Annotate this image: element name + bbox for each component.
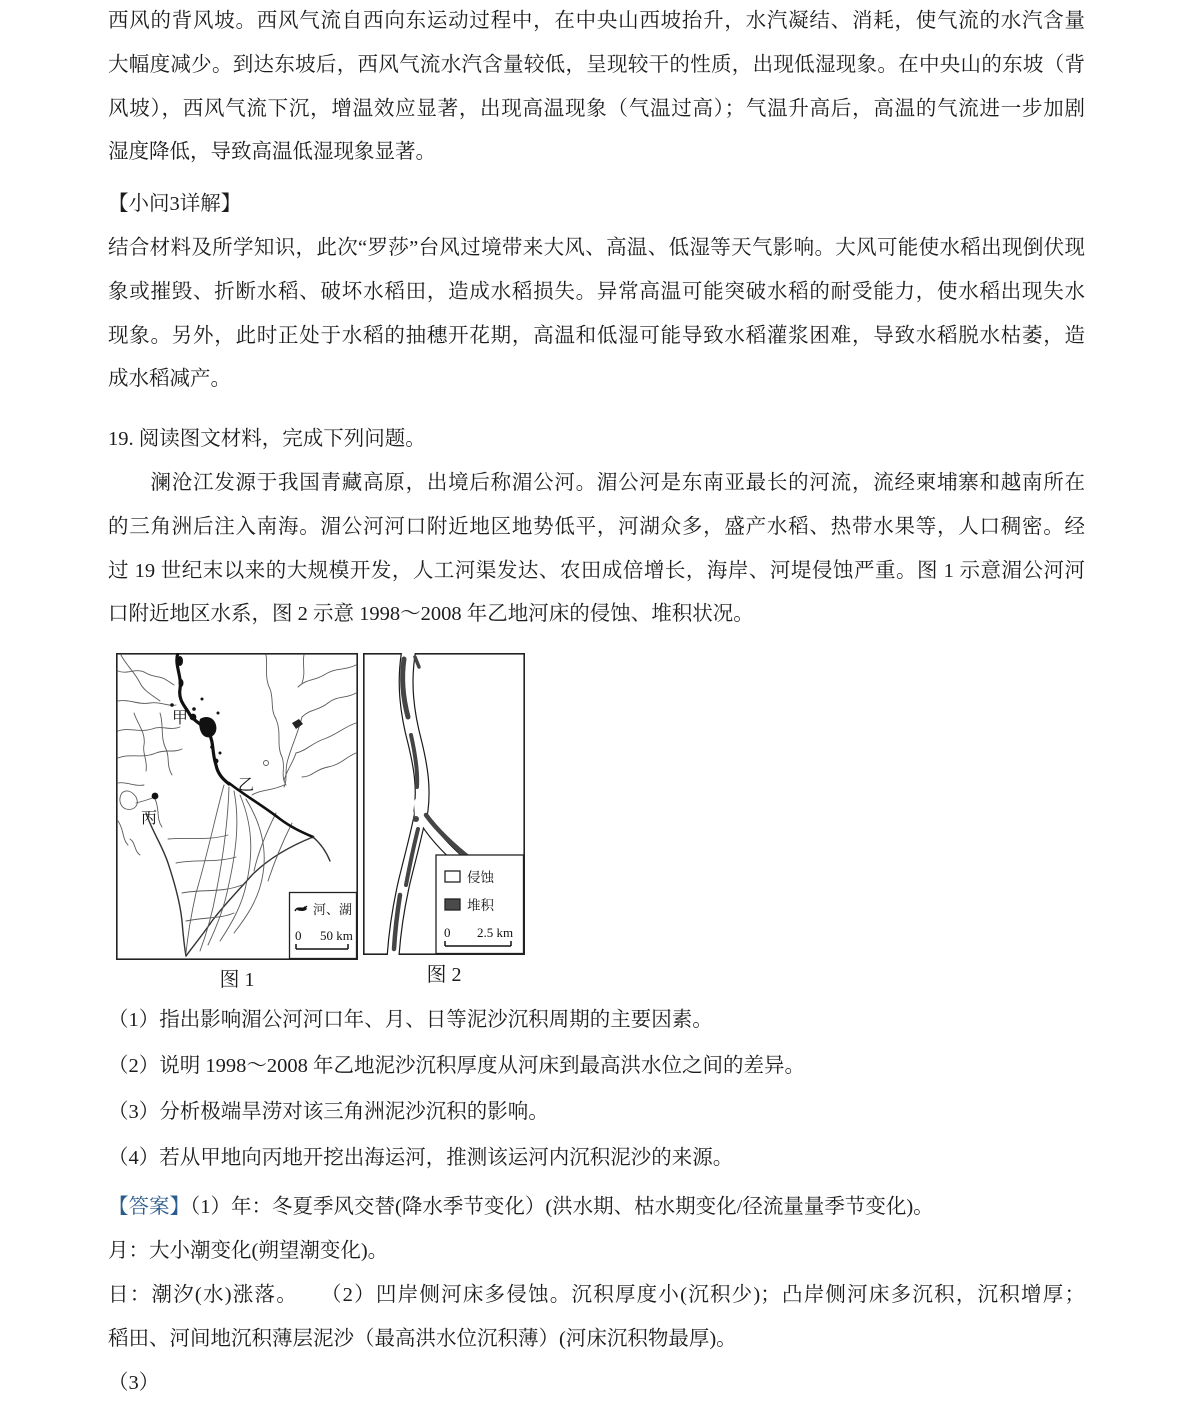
fig2-legend-erosion: 侵蚀: [467, 870, 494, 886]
fig1-scale-zero: 0: [295, 928, 302, 944]
figure2: [363, 653, 525, 989]
question19-title: 19. 阅读图文材料，完成下列问题。: [108, 428, 426, 451]
fig1-marker-jia: 甲: [171, 710, 188, 728]
answer-text: （1）年：冬夏季风交替(降水季节变化）(洪水期、枯水期变化/径流量量季节变化)。: [190, 1196, 934, 1219]
text-line: 成水稻减产。: [108, 368, 231, 391]
fig2-scale-zero: 0: [444, 925, 451, 941]
text-line: 口附近地区水系，图 2 示意 1998～2008 年乙地河床的侵蚀、堆积状况。: [108, 603, 754, 626]
text-line: 现象。另外，此时正处于水稻的抽穗开花期，高温和低湿可能导致水稻灌浆困难，导致水稻脱水枯萎，造: [108, 324, 1085, 347]
answer-line: 稻田、河间地沉积薄层泥沙（最高洪水位沉积薄）(河床沉积物最厚)。: [108, 1328, 737, 1351]
figure1: [116, 653, 358, 994]
intro-paragraph: [108, 0, 1085, 175]
text-line: 过 19 世纪末以来的大规模开发，人工河渠发达、农田成倍增长，海岸、河堤侵蚀严重。图 1 示意湄公河河: [108, 559, 1085, 582]
marker-jia-dot: [190, 714, 197, 721]
text-line: 象或摧毁、折断水稻、破坏水稻田，造成水稻损失。异常高温可能突破水稻的耐受能力，使水稻出现失水: [108, 280, 1085, 303]
subquestion-line: （3）分析极端旱涝对该三角洲泥沙沉积的影响。: [108, 1101, 549, 1124]
subquestion3-heading: 【小问3详解】: [108, 193, 242, 216]
answer-line: 日：潮汐(水)涨落。 （2）凹岸侧河床多侵蚀。沉积厚度小(沉积少)；凸岸侧河床多沉积，沉积增厚；: [108, 1284, 1085, 1307]
text-line: 湿度降低，导致高温低湿现象显著。: [108, 141, 436, 164]
fig1-legend-label: 河、湖: [313, 902, 353, 918]
text-line: 结合材料及所学知识，此次“罗莎”台风过境带来大风、高温、低湿等天气影响。大风可能使水稻出现倒伏现: [108, 236, 1085, 259]
text-line: 西风的背风坡。西风气流自西向东运动过程中，在中央山西坡抬升，水汽凝结、消耗，使气流的水汽含量: [108, 10, 1085, 32]
fig2-legend: [436, 855, 524, 954]
fig1-scale-value: 50 km: [320, 928, 353, 944]
text-line: 的三角洲后注入南海。湄公河河口附近地区地势低平，河湖众多，盛产水稻、热带水果等，人口稠密。经: [108, 515, 1085, 538]
text-line: 澜沧江发源于我国青藏高原，出境后称湄公河。湄公河是东南亚最长的河流，流经柬埔寨和越南所在: [108, 471, 1085, 494]
figure2-map: [363, 653, 525, 955]
marker-bing-dot: [152, 793, 159, 800]
fig2-legend-deposition: 堆积: [467, 898, 494, 914]
figure2-caption: 图 2: [426, 964, 462, 987]
figure1-map: [116, 653, 358, 960]
figures-block: [108, 653, 1085, 997]
subquestion-line: （2）说明 1998～2008 年乙地泥沙沉积厚度从河床到最高洪水位之间的差异。: [108, 1055, 805, 1078]
subquestion3-body: [108, 227, 1085, 402]
question19-subquestions: [108, 997, 1085, 1181]
answer-line: 月：大小潮变化(朔望潮变化)。: [108, 1240, 389, 1263]
question19-material: [108, 462, 1085, 637]
answer-line: （3）: [108, 1372, 160, 1395]
fig1-marker-bing: 丙: [141, 810, 158, 828]
subquestion-line: （4）若从甲地向丙地开挖出海运河，推测该运河内沉积泥沙的来源。: [108, 1147, 734, 1170]
deposition-swatch: [445, 899, 460, 910]
subquestion-line: （1）指出影响湄公河河口年、月、日等泥沙沉积周期的主要因素。: [108, 1009, 713, 1032]
document-content: [108, 0, 1085, 1405]
text-line: 风坡），西风气流下沉，增温效应显著，出现高温现象（气温过高）；气温升高后，高温的气流进一步加剧: [108, 97, 1085, 120]
answer-label: 【答案】: [108, 1196, 190, 1219]
fig1-legend: [290, 893, 357, 959]
answer-section: [108, 1185, 1085, 1405]
fig1-marker-yi: 乙: [238, 777, 255, 795]
text-line: 大幅度减少。到达东坡后，西风气流水汽含量较低，呈现较干的性质，出现低湿现象。在中央山的东坡（背: [108, 53, 1085, 76]
erosion-swatch: [445, 871, 460, 882]
answer-line: [108, 1185, 1085, 1229]
figure1-caption: 图 1: [219, 969, 255, 992]
fig2-scale-value: 2.5 km: [477, 925, 514, 941]
